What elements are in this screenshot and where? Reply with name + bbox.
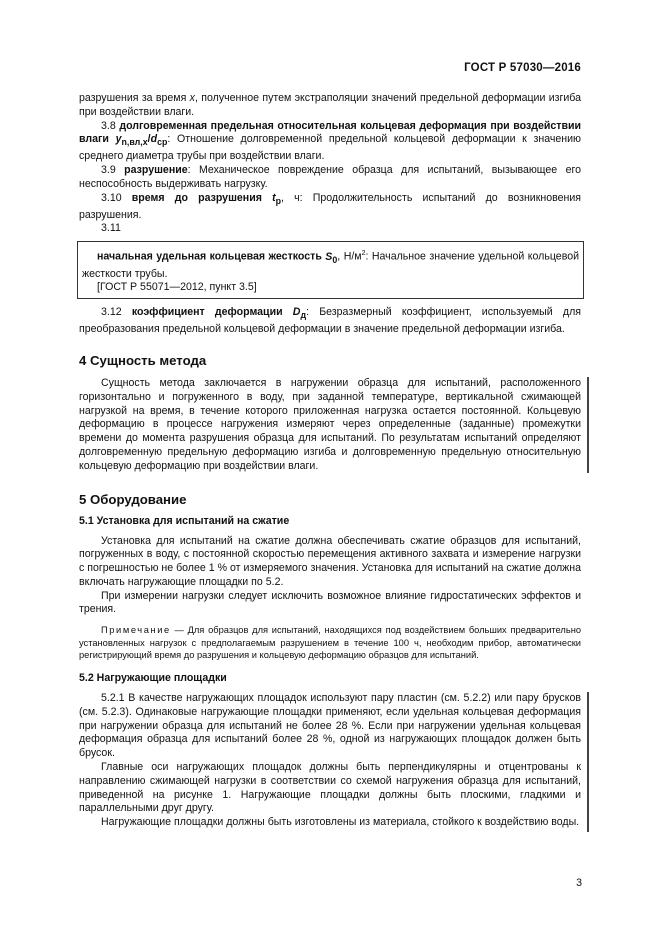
definition-3-12: 3.12 коэффициент деформации $D_д$: Безразмерный коэффициент, используемый для преобразования предельной кольцевой деформации в значение предельной деформации изгиба. bbox=[79, 306, 582, 336]
intro-continuation: разрушения за время x, полученное путем экстраполяции значений предельной деформации изгиба при воздействии влаги. bbox=[79, 92, 582, 118]
section-5-1-paragraph-1: Установка для испытаний на сжатие должна обеспечивать сжатие образцов для испытаний, погруженных в воду, с постоянной скоростью перемещения активного захвата и измерение нагрузки с погрешностью не более 1 % от измеряемого значения. Установка для испытаний на сжатие должна включать нагружающие площадки по 5.2. bbox=[79, 534, 581, 588]
section-5-2-paragraph-3: Нагружающие площадки должны быть изготовлены из материала, стойкого к воздействию воды. bbox=[101, 816, 580, 829]
section-5-heading: 5 Оборудование bbox=[79, 491, 187, 507]
section-5-2-heading: 5.2 Нагружающие площадки bbox=[79, 672, 227, 685]
section-5-2-body bbox=[79, 692, 581, 830]
document-id: ГОСТ Р 57030—2016 bbox=[464, 62, 581, 74]
definition-3-11-reference: [ГОСТ Р 55071—2012, пункт 3.5] bbox=[97, 281, 257, 294]
definition-3-11-box bbox=[77, 241, 584, 299]
definition-3-11-number: 3.11 bbox=[101, 222, 121, 235]
definition-3-11: начальная удельная кольцевая жесткость $S_0$, $Н/м^2$: Начальное значение удельной кольцевой жесткости трубы. bbox=[82, 250, 580, 280]
change-bar bbox=[587, 377, 589, 473]
section-4-text: Сущность метода заключается в нагружении образца для испытаний, расположенного горизонтально и погруженного в воду, при заданной температуре, вертикальной сжимающей нагрузкой на время, в течение которого приложенная нагрузка остается постоянной. Кольцевую деформацию в процессе нагружения измеряют через определенные (заданные) промежутки времени до момента разрушения образца для испытаний. По результатам испытаний определяют долговременную предельную деформацию изгиба и долговременную предельную относительную кольцевую деформацию при воздействии влаги. bbox=[79, 376, 581, 472]
definition-3-10: 3.10 время до разрушения $t_р$, ч: Продолжительность испытаний до возникновения разрушения. bbox=[79, 191, 582, 221]
section-4-heading: 4 Сущность метода bbox=[79, 352, 207, 368]
page-number: 3 bbox=[576, 877, 582, 889]
section-5-2-paragraph-2: Главные оси нагружающих площадок должны быть перпендикулярны и отцентрованы к направлению сжимающей нагрузки в соответствии со схемой нагружения образца для испытаний, приведенной на рисунке 1. Нагружающие площадки должны быть плоскими, гладкими и параллельными друг другу. bbox=[79, 761, 581, 815]
section-4-body bbox=[79, 377, 581, 474]
section-5-1-paragraph-2: При измерении нагрузки следует исключить возможное влияние гидростатических эффектов и трения. bbox=[79, 589, 581, 616]
note-label: Примечание bbox=[101, 625, 171, 636]
note-text: — Для образцов для испытаний, находящихся под воздействием больших предварительно установленных нагрузок с предполагаемым разрушением в течение 100 ч, необходим прибор, автоматически регистрирующий время до разрушения и кольцевую деформацию образцов для испытаний. bbox=[79, 625, 581, 661]
definition-3-9: 3.9 разрушение: Механическое повреждение образца для испытаний, вызывающее его неспособность выдерживать нагрузку. bbox=[79, 164, 581, 190]
definition-3-8: 3.8 долговременная предельная относительная кольцевая деформация при воздействии влаги $y_{n,вл,x}/d_{ср}$: Отношение долговременной предельной кольцевой деформации к значению среднего диаметра трубы при воздействии влаги. bbox=[79, 119, 582, 163]
note bbox=[79, 624, 581, 662]
section-5-2-1-paragraph: 5.2.1 В качестве нагружающих площадок используют пару пластин (см. 5.2.2) или пару брусков (см. 5.2.3). Одинаковые нагружающие площадки применяют, если удельная кольцевая деформация при нагружении образца для испытаний не более 28 %. Если при нагружении удельная кольцевая деформация образца для испытаний более 28 %, одной из нагружающих площадок должен быть брусок. bbox=[79, 692, 581, 760]
change-bar bbox=[587, 692, 589, 832]
page-content bbox=[79, 92, 581, 830]
section-5-1-heading: 5.1 Установка для испытаний на сжатие bbox=[79, 514, 290, 527]
